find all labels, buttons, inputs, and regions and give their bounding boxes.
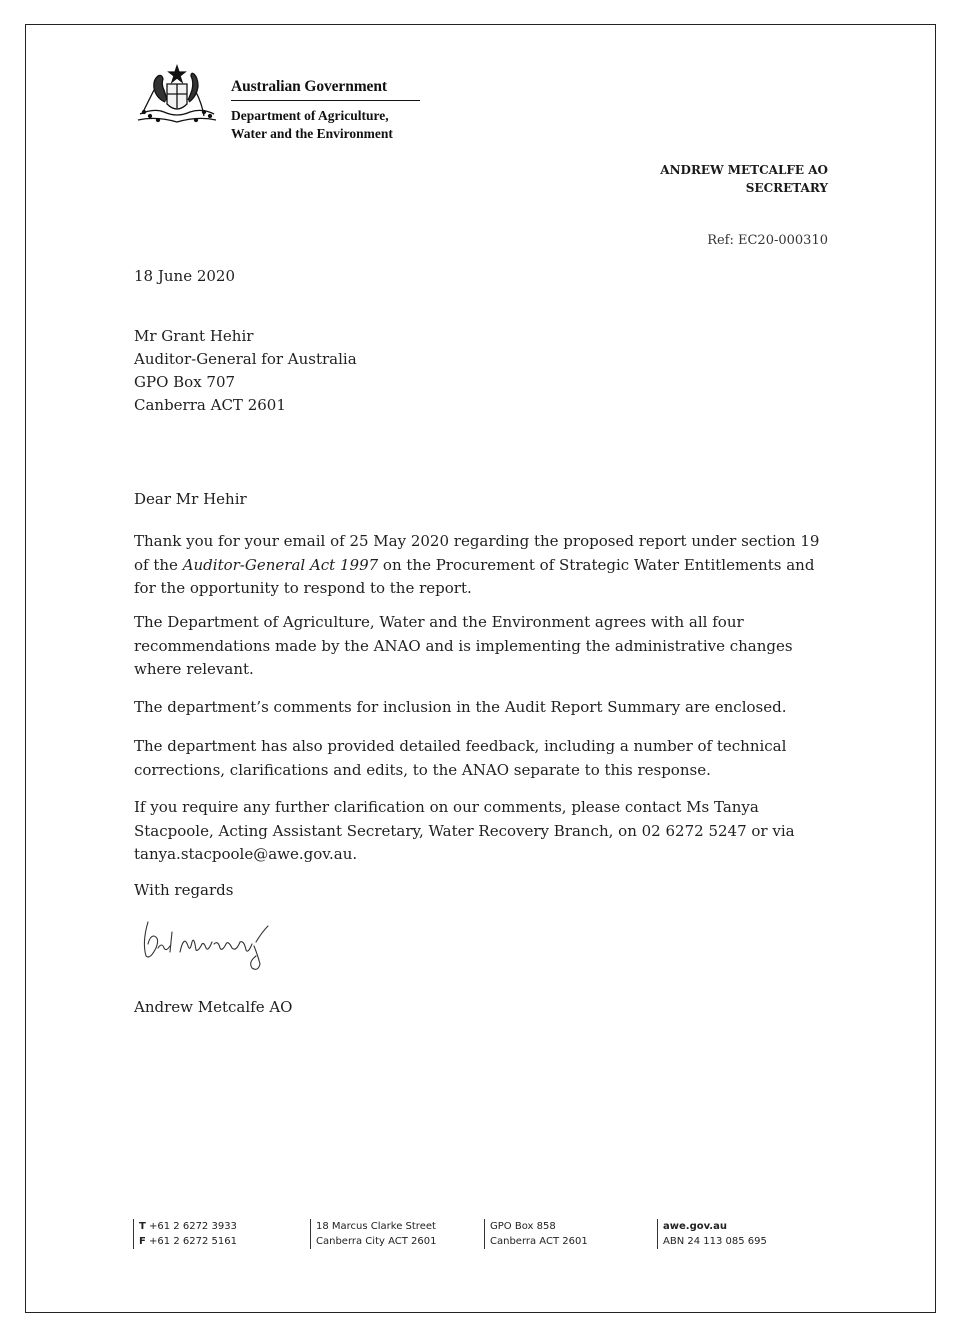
department-name: Department of Agriculture, Water and the Environment bbox=[231, 108, 393, 141]
street-line: Canberra City ACT 2601 bbox=[316, 1236, 437, 1247]
paragraph-5: If you require any further clarification on our comments, please contact Ms Tanya Stacpoole, Acting Assistant Secretary, Water Recovery Branch, on 02 6272 5247 or via tanya.stacpoole@awe.gov.au. bbox=[134, 798, 795, 863]
paragraph-4: The department has also provided detailed feedback, including a number of technical corrections, clarifications and edits, to the ANAO separate to this response. bbox=[134, 737, 787, 779]
sender-title: SECRETARY bbox=[745, 181, 828, 195]
recipient-address bbox=[134, 325, 357, 417]
phone-number: +61 2 6272 3933 bbox=[149, 1221, 237, 1232]
abn: ABN 24 113 085 695 bbox=[663, 1236, 767, 1247]
coat-of-arms-icon bbox=[134, 62, 220, 128]
footer-web bbox=[657, 1219, 767, 1249]
signatory-name: Andrew Metcalfe AO bbox=[134, 998, 293, 1016]
handwritten-signature bbox=[136, 912, 286, 974]
act-title: Auditor-General Act 1997 bbox=[182, 555, 379, 574]
paragraph-3: The department’s comments for inclusion in the Audit Report Summary are enclosed. bbox=[134, 698, 787, 716]
paragraph-1-start: Thank you for your email of 25 May 2020 regarding the proposed report under section 19 of the bbox=[134, 532, 820, 574]
footer-postal-address bbox=[484, 1219, 588, 1249]
paragraph-1 bbox=[134, 530, 834, 601]
paragraph-2: The Department of Agriculture, Water and the Environment agrees with all four recommendations made by the ANAO and is implementing the administrative changes where relevant. bbox=[134, 613, 793, 678]
footer-street-address bbox=[310, 1219, 436, 1249]
paragraph-1-end: on the Procurement of Strategic Water Entitlements and for the opportunity to respond to the report. bbox=[134, 555, 815, 597]
postal-line: Canberra ACT 2601 bbox=[490, 1236, 588, 1247]
street-line: 18 Marcus Clarke Street bbox=[316, 1221, 436, 1232]
website-link[interactable]: awe.gov.au bbox=[663, 1221, 727, 1232]
fax-number: +61 2 6272 5161 bbox=[149, 1236, 237, 1247]
recipient-line: Auditor-General for Australia bbox=[134, 350, 357, 368]
recipient-line: GPO Box 707 bbox=[134, 373, 236, 391]
postal-line: GPO Box 858 bbox=[490, 1221, 556, 1232]
sender-name: ANDREW METCALFE AO bbox=[660, 163, 828, 177]
footer-contact bbox=[133, 1219, 237, 1249]
reference-number: Ref: EC20-000310 bbox=[707, 233, 828, 248]
letter-date: 18 June 2020 bbox=[134, 267, 236, 285]
salutation: Dear Mr Hehir bbox=[134, 490, 247, 508]
recipient-line: Canberra ACT 2601 bbox=[134, 396, 286, 414]
fax-label: F bbox=[139, 1236, 146, 1247]
recipient-line: Mr Grant Hehir bbox=[134, 327, 254, 345]
government-name: Australian Government bbox=[231, 78, 387, 95]
phone-label: T bbox=[139, 1221, 146, 1232]
header-divider bbox=[231, 100, 420, 101]
closing: With regards bbox=[134, 881, 234, 899]
